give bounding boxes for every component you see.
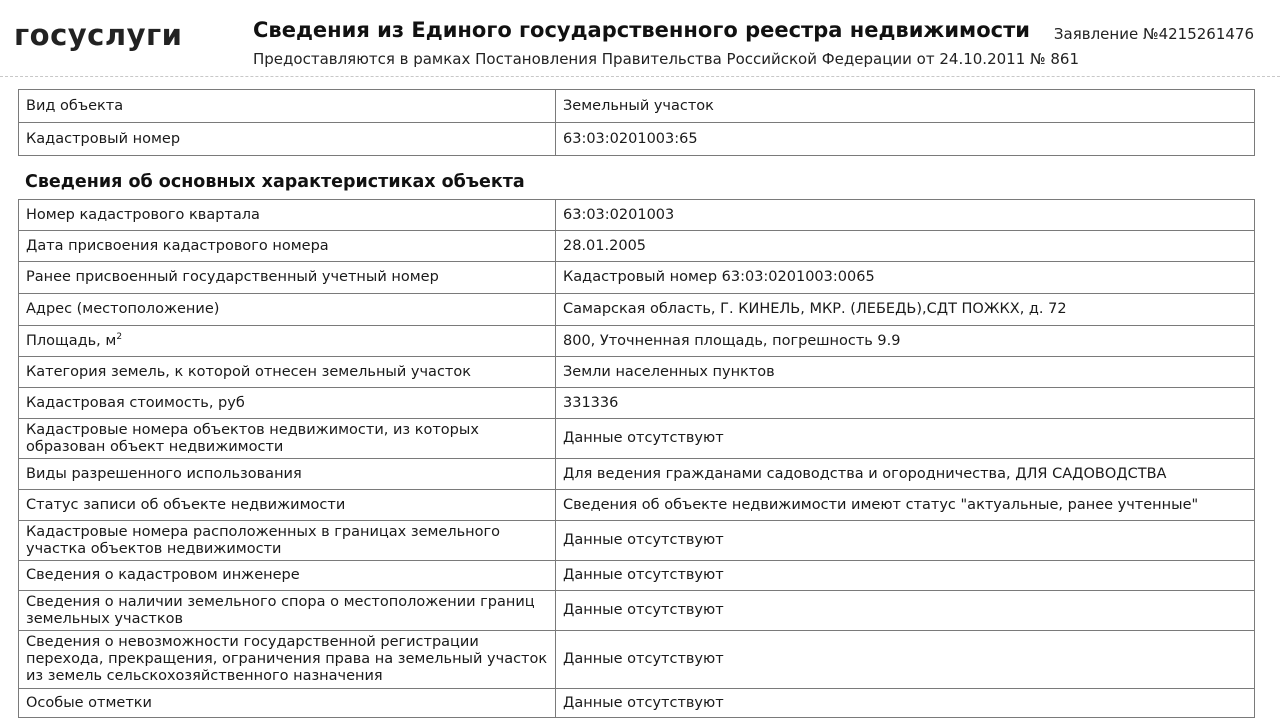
- application-number: Заявление №4215261476: [1053, 25, 1254, 43]
- row-value: 800, Уточненная площадь, погрешность 9.9: [556, 326, 1255, 357]
- table-row: [19, 90, 1255, 123]
- area-unit-superscript: 2: [116, 331, 123, 342]
- gosuslugi-logo: госуслуги: [14, 18, 183, 52]
- row-value: Самарская область, Г. КИНЕЛЬ, МКР. (ЛЕБЕДЬ),СДТ ПОЖКХ, д. 72: [556, 294, 1255, 326]
- row-value: Земли населенных пунктов: [556, 357, 1255, 388]
- table-row: [19, 294, 1255, 326]
- document-title: Сведения из Единого государственного реестра недвижимости: [253, 18, 1030, 42]
- area-label-text: Площадь, м: [26, 332, 117, 349]
- row-value: 63:03:0201003:65: [556, 123, 1255, 156]
- table-row: [19, 262, 1255, 294]
- row-value: Данные отсутствуют: [556, 631, 1255, 689]
- row-label: Кадастровая стоимость, руб: [19, 388, 556, 419]
- row-label: [19, 326, 556, 357]
- header-divider: [0, 76, 1280, 77]
- row-value: Кадастровый номер 63:03:0201003:0065: [556, 262, 1255, 294]
- row-value: Сведения об объекте недвижимости имеют статус "актуальные, ранее учтенные": [556, 490, 1255, 521]
- row-value: Данные отсутствуют: [556, 521, 1255, 561]
- row-value: Земельный участок: [556, 90, 1255, 123]
- row-value: Данные отсутствуют: [556, 591, 1255, 631]
- row-label: Особые отметки: [19, 689, 556, 718]
- row-label: Номер кадастрового квартала: [19, 200, 556, 231]
- row-value: 28.01.2005: [556, 231, 1255, 262]
- table-row: [19, 231, 1255, 262]
- row-label: Сведения о невозможности государственной регистрации перехода, прекращения, ограничения права на земельный участок из земель сельскохозяйственного назначения: [19, 631, 556, 689]
- table-row: [19, 123, 1255, 156]
- table-row: [19, 357, 1255, 388]
- row-label: Виды разрешенного использования: [19, 459, 556, 490]
- row-label: Сведения о кадастровом инженере: [19, 561, 556, 591]
- table-row: [19, 689, 1255, 718]
- table-row: [19, 591, 1255, 631]
- row-value: Данные отсутствуют: [556, 689, 1255, 718]
- row-label: Дата присвоения кадастрового номера: [19, 231, 556, 262]
- table-row: [19, 561, 1255, 591]
- table-row: [19, 388, 1255, 419]
- table-row: [19, 490, 1255, 521]
- row-label: Кадастровые номера объектов недвижимости, из которых образован объект недвижимости: [19, 419, 556, 459]
- table-row: [19, 200, 1255, 231]
- table-row: [19, 521, 1255, 561]
- table-row: [19, 326, 1255, 357]
- row-value: Для ведения гражданами садоводства и огородничества, ДЛЯ САДОВОДСТВА: [556, 459, 1255, 490]
- row-label: Вид объекта: [19, 90, 556, 123]
- section-title: Сведения об основных характеристиках объекта: [25, 172, 525, 192]
- object-table: [18, 89, 1255, 156]
- row-label: Кадастровые номера расположенных в границах земельного участка объектов недвижимости: [19, 521, 556, 561]
- table-row: [19, 631, 1255, 689]
- document-subtitle: Предоставляются в рамках Постановления Правительства Российской Федерации от 24.10.2011 № 861: [253, 50, 1080, 68]
- row-label: Кадастровый номер: [19, 123, 556, 156]
- row-value: 331336: [556, 388, 1255, 419]
- row-label: Категория земель, к которой отнесен земельный участок: [19, 357, 556, 388]
- row-label: Статус записи об объекте недвижимости: [19, 490, 556, 521]
- row-value: Данные отсутствуют: [556, 419, 1255, 459]
- row-value: Данные отсутствуют: [556, 561, 1255, 591]
- table-row: [19, 459, 1255, 490]
- row-label: Адрес (местоположение): [19, 294, 556, 326]
- table-row: [19, 419, 1255, 459]
- row-label: Ранее присвоенный государственный учетный номер: [19, 262, 556, 294]
- row-value: 63:03:0201003: [556, 200, 1255, 231]
- characteristics-table: [18, 199, 1255, 718]
- row-label: Сведения о наличии земельного спора о местоположении границ земельных участков: [19, 591, 556, 631]
